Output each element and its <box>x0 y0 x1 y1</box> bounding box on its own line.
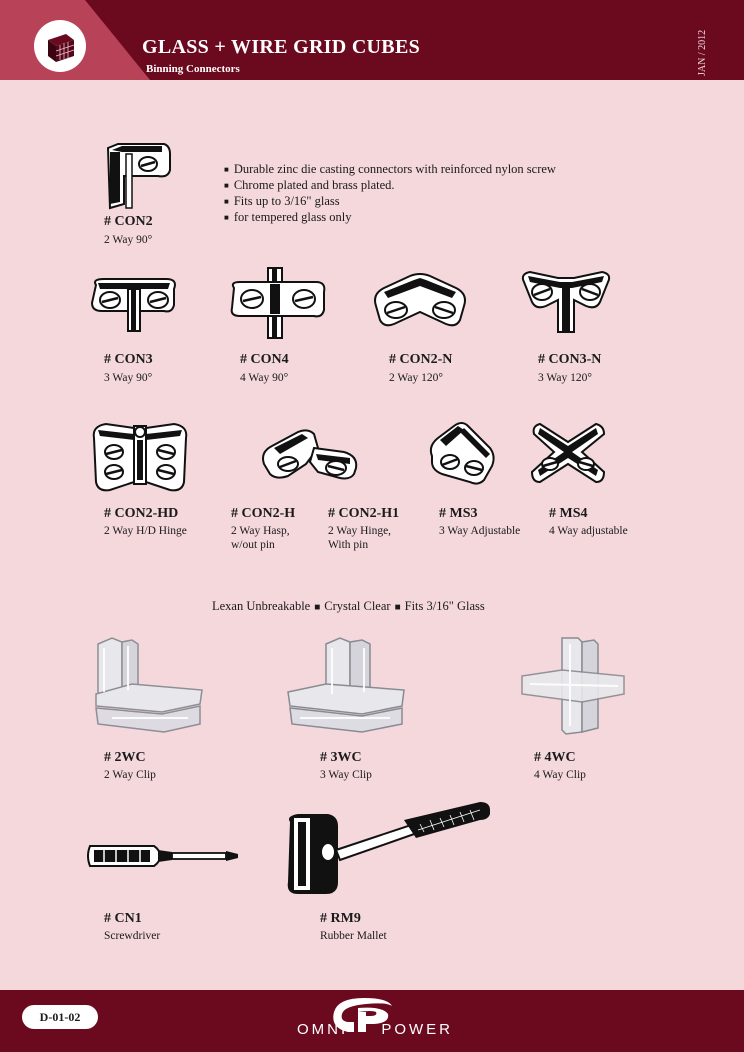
con2n-desc: 2 Way 120° <box>389 372 443 384</box>
ms3-code: # MS3 <box>439 506 478 521</box>
con2n-code: # CON2-N <box>389 352 453 367</box>
feature-item: ■ Durable zinc die casting connectors with reinforced nylon screw <box>224 162 556 178</box>
brand-left: OMNI <box>297 1021 349 1038</box>
2wc-desc: 2 Way Clip <box>104 769 156 781</box>
feature-item: ■ Fits up to 3/16" glass <box>224 194 556 210</box>
con2hd-code: # CON2-HD <box>104 506 179 521</box>
3wc-code: # 3WC <box>320 750 362 765</box>
ms4-code: # MS4 <box>549 506 588 521</box>
ms3-desc: 3 Way Adjustable <box>439 525 521 537</box>
con2n-connector-icon <box>370 270 470 336</box>
feature-item: ■ for tempered glass only <box>224 210 556 226</box>
ms4-desc: 4 Way adjustable <box>549 525 628 537</box>
con2h-desc-line2: w/out pin <box>231 539 275 551</box>
lexan-tagline <box>212 599 485 614</box>
con3-connector-icon <box>88 275 180 335</box>
con2-desc: 2 Way 90° <box>104 234 153 246</box>
2wc-code: # 2WC <box>104 750 146 765</box>
bullet-square-icon: ■ <box>394 602 401 613</box>
grid-cube-logo-icon <box>34 20 86 72</box>
2wc-clip-icon <box>92 634 204 734</box>
con4-code: # CON4 <box>240 352 289 367</box>
con2-connector-icon <box>104 142 172 212</box>
brand-right: POWER <box>381 1021 454 1038</box>
con4-desc: 4 Way 90° <box>240 372 289 384</box>
3wc-desc: 3 Way Clip <box>320 769 372 781</box>
page-date: JAN / 2012 <box>697 29 708 76</box>
con2h1-code: # CON2-H1 <box>328 506 400 521</box>
3wc-clip-icon <box>286 636 406 734</box>
con2-code: # CON2 <box>104 214 153 229</box>
rubber-mallet-icon <box>284 800 494 900</box>
con2hd-hinge-icon <box>88 418 192 496</box>
logo-badge <box>34 20 86 72</box>
con3n-connector-icon <box>518 266 614 336</box>
page-title: GLASS + WIRE GRID CUBES <box>142 36 421 58</box>
feature-list <box>224 162 556 226</box>
ms3-connector-icon <box>424 418 498 488</box>
con4-connector-icon <box>228 266 328 340</box>
bullet-square-icon: ■ <box>314 602 321 613</box>
lexan-part-2: Crystal Clear <box>324 599 391 613</box>
lexan-part-3: Fits 3/16" Glass <box>404 599 485 613</box>
cn1-desc: Screwdriver <box>104 930 161 942</box>
con2h-hasp-icon <box>258 424 362 482</box>
4wc-desc: 4 Way Clip <box>534 769 586 781</box>
4wc-clip-icon <box>520 636 628 736</box>
page-code-badge: D-01-02 <box>22 1005 98 1029</box>
screwdriver-icon <box>84 838 240 874</box>
page-subtitle: Binning Connectors <box>146 63 240 75</box>
con2h1-desc-line2: With pin <box>328 539 369 551</box>
4wc-code: # 4WC <box>534 750 576 765</box>
con3n-code: # CON3-N <box>538 352 602 367</box>
con2h-desc: 2 Way Hasp, <box>231 525 290 537</box>
con2hd-desc: 2 Way H/D Hinge <box>104 525 187 537</box>
con2h-code: # CON2-H <box>231 506 296 521</box>
ms4-connector-icon <box>530 420 608 488</box>
feature-item: ■ Chrome plated and brass plated. <box>224 178 556 194</box>
con2h1-desc: 2 Way Hinge, <box>328 525 392 537</box>
con3-code: # CON3 <box>104 352 153 367</box>
rm9-code: # RM9 <box>320 911 361 926</box>
lexan-part-1: Lexan Unbreakable <box>212 599 311 613</box>
brand-name <box>297 1021 457 1038</box>
cn1-code: # CN1 <box>104 911 142 926</box>
con3n-desc: 3 Way 120° <box>538 372 592 384</box>
con3-desc: 3 Way 90° <box>104 372 153 384</box>
rm9-desc: Rubber Mallet <box>320 930 387 942</box>
